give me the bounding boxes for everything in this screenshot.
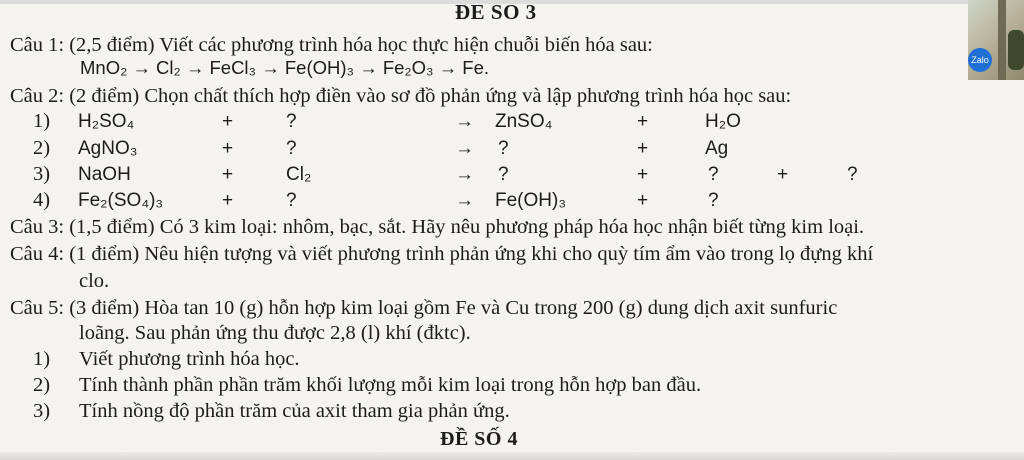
subitem-number: 3) bbox=[33, 400, 51, 422]
arrow-icon: → bbox=[455, 138, 474, 159]
subitem-text: Tính nồng độ phần trăm của axit tham gia phản ứng. bbox=[79, 400, 510, 422]
plus-sign: + bbox=[637, 190, 649, 211]
reactant-2: ? bbox=[286, 190, 297, 211]
reactant-2: ? bbox=[286, 111, 297, 132]
product-1: ? bbox=[498, 138, 509, 159]
reactant-2: Cl₂ bbox=[286, 164, 312, 185]
question-2-text: Câu 2: (2 điểm) Chọn chất thích hợp điền vào sơ đồ phản ứng và lập phương trình hóa học sau: bbox=[10, 85, 792, 107]
plus-sign: + bbox=[637, 138, 649, 159]
question-5-continuation: loãng. Sau phản ứng thu được 2,8 (l) khí (đktc). bbox=[79, 322, 471, 344]
product-1: Fe(OH)₃ bbox=[495, 190, 567, 211]
reactant-1: H₂SO₄ bbox=[78, 111, 135, 132]
row-number: 2) bbox=[33, 137, 51, 159]
next-exam-title: ĐỀ SỐ 4 bbox=[440, 428, 518, 450]
product-2: ? bbox=[708, 164, 719, 185]
exam-title: ĐE SO 3 bbox=[455, 0, 537, 24]
subitem-text: Tính thành phần phần trăm khối lượng mỗi kim loại trong hỗn hợp ban đầu. bbox=[79, 374, 702, 396]
product-3: ? bbox=[847, 164, 858, 185]
arrow-icon: → bbox=[455, 190, 474, 211]
product-2: Ag bbox=[705, 138, 729, 159]
plus-sign: + bbox=[222, 138, 234, 159]
question-4-text: Câu 4: (1 điểm) Nêu hiện tượng và viết phương trình phản ứng khi cho quỳ tím ẩm vào trong lọ đựng khí bbox=[10, 243, 874, 265]
question-5-text: Câu 5: (3 điểm) Hòa tan 10 (g) hỗn hợp kim loại gồm Fe và Cu trong 200 (g) dung dịch axit sunfuric bbox=[10, 297, 838, 319]
plus-sign: + bbox=[777, 164, 789, 185]
plus-sign: + bbox=[637, 111, 649, 132]
subitem-number: 2) bbox=[33, 374, 51, 396]
product-1: ZnSO₄ bbox=[495, 111, 553, 132]
product-2: H₂O bbox=[705, 111, 741, 132]
product-1: ? bbox=[498, 164, 509, 185]
question-1-text: Câu 1: (2,5 điểm) Viết các phương trình hóa học thực hiện chuỗi biến hóa sau: bbox=[10, 34, 653, 56]
question-4-continuation: clo. bbox=[79, 270, 110, 292]
row-number: 4) bbox=[33, 189, 51, 211]
subitem-number: 1) bbox=[33, 348, 51, 370]
question-3-text: Câu 3: (1,5 điểm) Có 3 kim loại: nhôm, bạc, sắt. Hãy nêu phương pháp hóa học nhận biết từng kim loại. bbox=[10, 216, 865, 238]
reaction-chain: MnO₂ → Cl₂ → FeCl₃ → Fe(OH)₃ → Fe₂O₃ → Fe. bbox=[80, 57, 490, 78]
plus-sign: + bbox=[222, 111, 234, 132]
product-2: ? bbox=[708, 190, 719, 211]
arrow-icon: → bbox=[455, 164, 474, 185]
reactant-2: ? bbox=[286, 138, 297, 159]
reactant-1: AgNO₃ bbox=[78, 138, 138, 159]
subitem-text: Viết phương trình hóa học. bbox=[79, 348, 300, 370]
reactant-1: NaOH bbox=[78, 164, 131, 185]
arrow-icon: → bbox=[455, 111, 474, 132]
row-number: 3) bbox=[33, 163, 51, 185]
plus-sign: + bbox=[637, 164, 649, 185]
plus-sign: + bbox=[222, 190, 234, 211]
background-photo-fragment bbox=[968, 0, 1024, 80]
row-number: 1) bbox=[33, 110, 51, 132]
zalo-badge-icon[interactable] bbox=[968, 48, 992, 72]
bottom-edge-fragment bbox=[0, 452, 1024, 460]
reactant-1: Fe₂(SO₄)₃ bbox=[78, 190, 164, 211]
zalo-label: Zalo bbox=[971, 55, 989, 65]
plus-sign: + bbox=[222, 164, 234, 185]
